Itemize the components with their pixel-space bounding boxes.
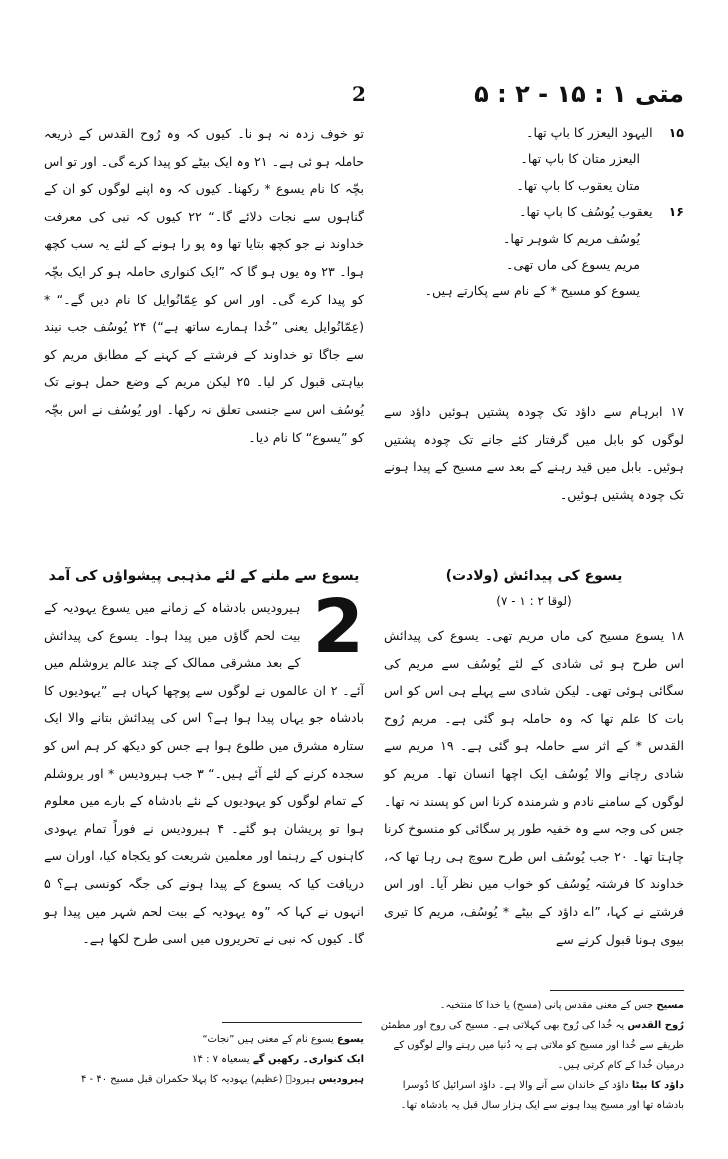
genealogy-line: متان یعقوب کا باپ تھا۔ bbox=[516, 177, 640, 193]
footnotes-left bbox=[44, 1030, 364, 1090]
section-heading-wise-men: یسوع سے ملنے کے لئے مذہبی پیشواؤں کی آمد bbox=[48, 568, 360, 584]
chapter-2-verses: ہیرودیس بادشاہ کے زمانے میں یسوع یہودیہ کے بیت لحم گاؤں میں پیدا ہوا۔ یسوع کی پیدائش کے بعد مشرقی ممالک کے چند عالم یروشلم میں آئے۔ ۲ ان عالموں نے لوگوں سے پوچھا کہاں ہے ”یہودیوں کا بادشاہ جو یہاں پیدا ہوا ہے؟ اس کی پیدائش بتانے والا ایک ستارہ مشرق میں طلوع ہوا ہے جس کو دیکھ کر ہم اس کو سجدہ کرنے کے لئے آئے ہیں۔“ ۳ جب ہیرودیس * اور یروشلم کے تمام لوگوں کو یہودیوں کے نئے بادشاہ کے بارے میں معلوم ہوا تو پریشان ہو گئے۔ ۴ ہیرودیس نے فوراً تمام یہودی کاہنوں کے رہنما اور معلمین شریعت کو یکجاہ کیا، اوران سے دریافت کیا کہ یسوع کے پیدا ہونے کی جگہ کونسی ہے؟ ۵ انہوں نے کہا کہ ”وہ یہودیہ کے بیت لحم شہر میں پیدا ہو گا۔ کیوں کہ نبی نے تحریروں میں اسی طرح لکھا ہے۔ bbox=[44, 600, 365, 947]
chapter-number: 2 bbox=[312, 584, 364, 670]
genealogy-line: ۱۶ یعقوب یُوسُف کا باپ تھا۔ bbox=[519, 204, 684, 220]
footnote: داؤد کا بیٹا داؤد کے خاندان سے آنے والا ہے۔ داؤد اسرائیل کا دُوسرا بادشاہ تھا اور مسیح پیدا ہونے سے ایک ہزار سال قبل یہ بادشاہ تھا۔ bbox=[400, 1080, 684, 1111]
genealogy-list bbox=[384, 120, 684, 305]
cross-reference: (لوقا ۲ : ۱ - ۷) bbox=[496, 594, 572, 608]
footnotes-right bbox=[374, 996, 684, 1116]
page-number: 2 bbox=[352, 82, 366, 106]
footnote: ایک کنواری۔ رکھیں گے یسعیاہ ۷ : ۱۴ bbox=[192, 1054, 364, 1065]
section-heading-birth: یسوع کی پیدائش (ولادت) bbox=[445, 568, 623, 584]
genealogy-line: یُوسُف مریم کا شوہر تھا۔ bbox=[503, 230, 640, 246]
genealogy-line: مریم یسوع کی ماں تھی۔ bbox=[506, 257, 640, 273]
chapter-2-text bbox=[44, 584, 365, 953]
genealogy-line: یسوع کو مسیح * کے نام سے پکارتے ہیں۔ bbox=[424, 283, 640, 299]
page-title: متی ۱ : ۱۵ - ۲ : ۵ bbox=[474, 80, 684, 108]
verses-18-20: ۱۸ یسوع مسیح کی ماں مریم تھی۔ یسوع کی پیدائش اس طرح ہو ئی شادی کے لئے یُوسُف سے مریم کی سگائی ہوئی تھی۔ لیکن شادی سے پہلے ہی اس کو اس بات کا علم تھا کہ وہ حاملہ ہو گئی ہے۔ مریم رُوح القدس * کے اثر سے حاملہ ہو گئی ہے۔ ۱۹ مریم سے شادی رچانے والا یُوسُف ایک اچھا انسان تھا۔ مریم کو لوگوں کے سامنے نادم و شرمندہ کرنا اس کو پسند نہ تھا۔ جس کی وجہ سے وہ خفیہ طور پر سگائی کو منسوخ کرنا چاہتا تھا۔ ۲۰ جب یُوسُف اس طرح سوچ ہی رہا تھا کہ، خداوند کا فرشتہ یُوسُف کو خواب میں نظر آیا۔ اور اس فرشتے نے کہا، ”اے داؤد کے بیٹے * یُوسُف، مریم کا تیری بیوی ہونا قبول کرنے سے bbox=[384, 628, 685, 947]
footnote: مسیح جس کے معنی مقدس پانی (مسح) یا خدا کا منتخبہ۔ bbox=[439, 1000, 684, 1011]
footnote: یسوع یسوع نام کے معنی ہیں ”نجات“ bbox=[202, 1034, 364, 1045]
footnote: ہیرودیس ہیرودؔ (عظیم) یہودیہ کا پہلا حکمران قبل مسیح ۴۰ - ۴ bbox=[80, 1074, 364, 1085]
footnote: رُوح القدس یہ خُدا کی رُوح بھی کہلاتی ہے۔ مسیح کی روح اور مطمئن طریقے سے خُدا اور مسیح کو ملاتی ہے یہ دُنیا میں رہنے والے لوگوں کے درمیان خُدا کے کام کرتی ہیں۔ bbox=[380, 1020, 684, 1071]
footnote-divider-left bbox=[222, 1022, 362, 1023]
verse-17: ۱۷ ابرہام سے داؤد تک چودہ پشتیں ہوئیں داؤد سے لوگوں کو بابل میں گرفتار کئے جانے تک چودہ پشتیں ہوئیں۔ بابل میں قید رہنے کے بعد سے مسیح کے پیدا ہونے تک چودہ پشتیں ہوئیں۔ bbox=[384, 404, 684, 502]
genealogy-line: الیعزر متان کا باپ تھا۔ bbox=[520, 151, 640, 167]
verses-20-25: تو خوف زدہ نہ ہو نا۔ کیوں کہ وہ رُوح القدس کے ذریعہ حاملہ ہو ئی ہے۔ ۲۱ وہ ایک بیٹے کو پیدا کرے گی۔ اور تو اس بچّہ کا نام یسوع * رکھنا۔ کیوں کہ وہ اپنے لوگوں کو ان کے گناہوں سے نجات دلائے گا۔“ ۲۲ کیوں کہ نبی کی معرفت خداوند نے جو کچھ بتایا تھا وہ پو را ہونے کے لئے یہ سب کچھ ہوا۔ ۲۳ وہ یوں ہو گا کہ ”ایک کنواری حاملہ ہو کر ایک بچّہ کو پیدا کرے گی۔ اور اس کو عِمّانُوایل کا نام دیں گے۔“ * (عِمّانُوایل یعنی ”خُدا ہمارے ساتھ ہے“) ۲۴ یُوسُف جب نیند سے جاگا تو خداوند کے فرشتے کے کہنے کے مطابق مریم کو بیاہتی قبول کر لیا۔ ۲۵ لیکن مریم کے وضع حمل ہونے تک یُوسُف اس سے جنسی تعلق نہ رکھا۔ اور یُوسُف نے اس بچّہ کو ”یسوع“ کا نام دیا۔ bbox=[44, 126, 364, 445]
genealogy-line: ۱۵ الیہود الیعزر کا باپ تھا۔ bbox=[526, 125, 684, 140]
footnote-divider-right bbox=[550, 990, 684, 991]
